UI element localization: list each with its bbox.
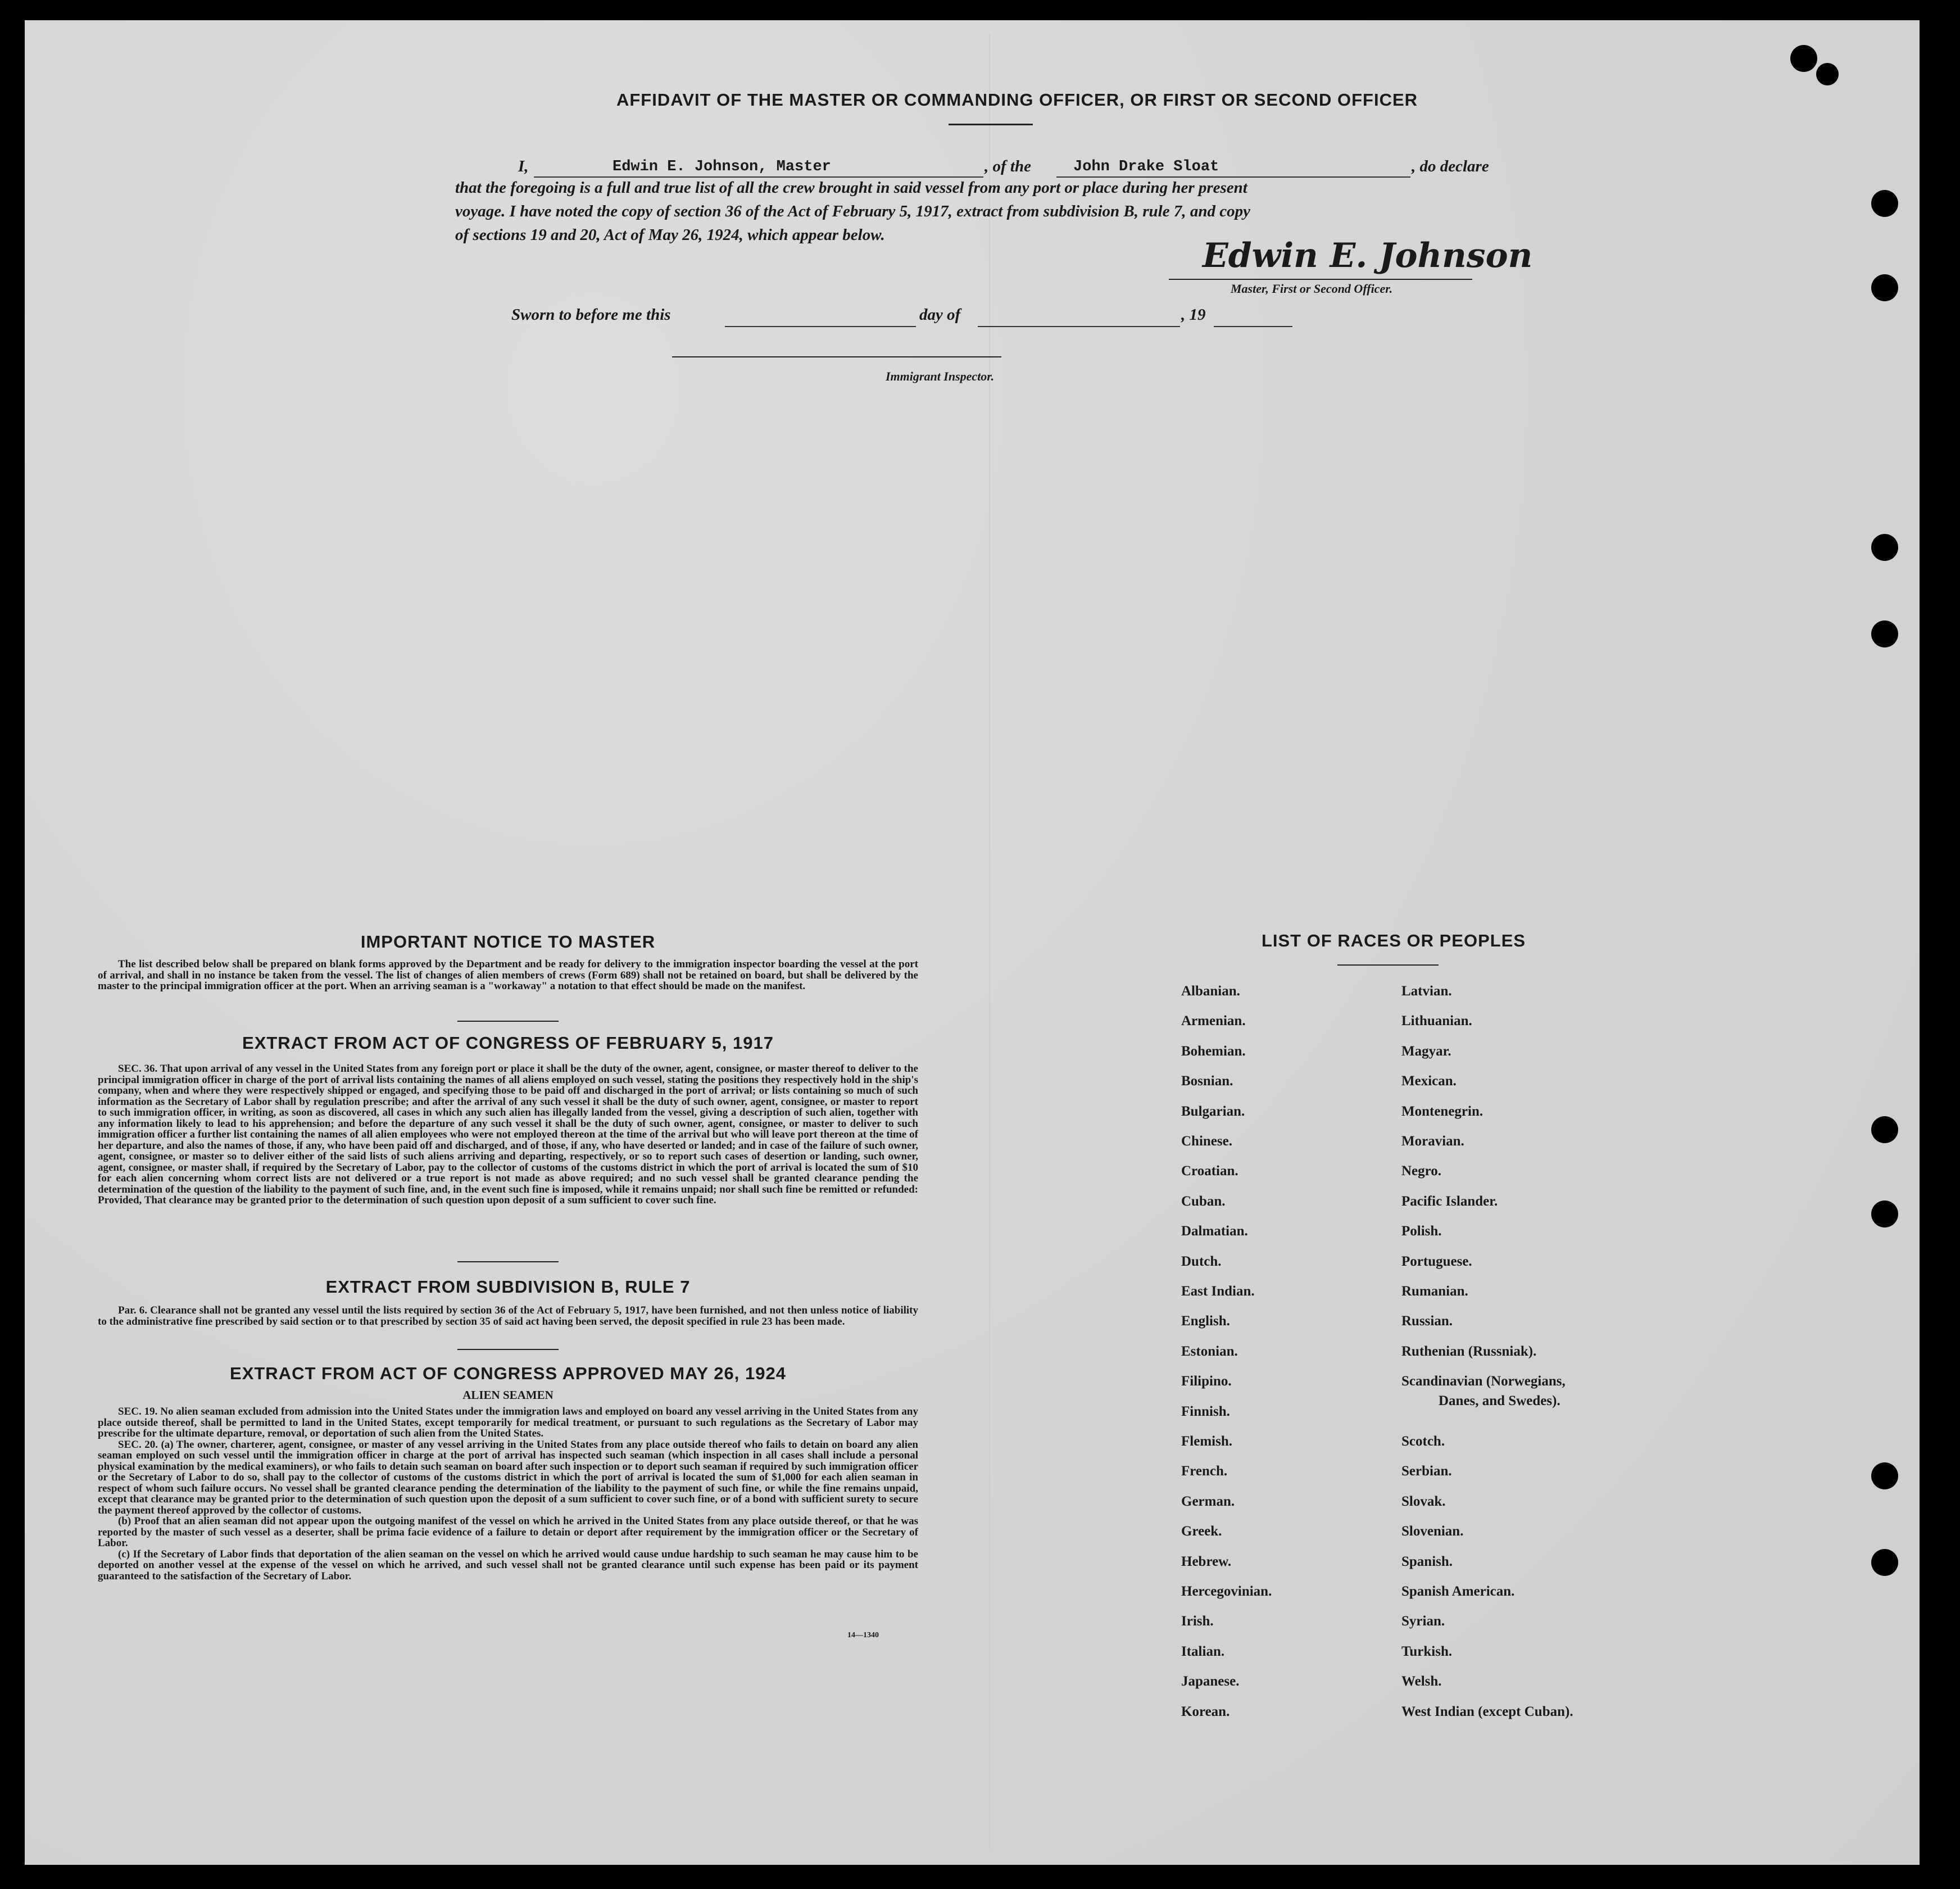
- affidavit-line-3: voyage. I have noted the copy of section 36 of the Act of February 5, 1917, extract from subdivision B, rule 7, and copy: [455, 202, 1250, 220]
- year-label: , 19: [1181, 306, 1206, 324]
- sworn-day-field[interactable]: [725, 308, 916, 327]
- race-item: Finnish.: [1181, 1403, 1230, 1419]
- title-underline: [949, 124, 1033, 125]
- race-item: Scandinavian (Norwegians,: [1401, 1374, 1566, 1389]
- sworn-label: Sworn to before me this: [511, 306, 671, 324]
- extract-1924-title: EXTRACT FROM ACT OF CONGRESS APPROVED MAY 26, 1924: [230, 1363, 786, 1383]
- master-signature: Edwin E. Johnson: [1203, 236, 1533, 275]
- rule7-title: EXTRACT FROM SUBDIVISION B, RULE 7: [325, 1277, 691, 1297]
- races-title-underline: [1337, 964, 1439, 966]
- race-item: Rumanian.: [1401, 1284, 1468, 1299]
- divider: [457, 1261, 559, 1262]
- race-item: Turkish.: [1401, 1643, 1453, 1659]
- race-item: Magyar.: [1401, 1043, 1451, 1059]
- race-item: Bulgarian.: [1181, 1103, 1245, 1119]
- race-item: Polish.: [1401, 1224, 1442, 1239]
- punch-hole-top-2: [1816, 63, 1839, 85]
- race-item: Korean.: [1181, 1704, 1230, 1719]
- race-item: Cuban.: [1181, 1193, 1226, 1209]
- race-item: Bohemian.: [1181, 1043, 1246, 1059]
- race-item: Welsh.: [1401, 1674, 1442, 1689]
- declarant-label: I,: [518, 157, 529, 175]
- race-item: East Indian.: [1181, 1284, 1255, 1299]
- race-item: Mexican.: [1401, 1073, 1457, 1089]
- extract-1917-text: [98, 1063, 918, 1206]
- race-item: West Indian (except Cuban).: [1401, 1704, 1573, 1719]
- race-item: Filipino.: [1181, 1374, 1232, 1389]
- form-number: 14—1340: [847, 1631, 879, 1639]
- race-item: Lithuanian.: [1401, 1013, 1472, 1029]
- punch-hole: [1871, 534, 1898, 561]
- section-20b-paragraph: (b) Proof that an alien seaman did not appear upon the outgoing manifest of the vessel on which he arrived in the United States from any place outside thereof, or that he was reported by the master of such vessel as a deserter, shall be prima facie evidence of a failure to detain or deport after requirement by the immigration officer or the Secretary of Labor.: [98, 1515, 918, 1549]
- fold-line: [989, 34, 990, 1849]
- section-19-paragraph: SEC. 19. No alien seaman excluded from admission into the United States under the immigration laws and employed on board any vessel arriving in the United States from any place outside thereof, shall be permitted to land in the United States, except temporarily for medical treatment, or pursuant to such regulations as the Secretary of Labor may prescribe for the ultimate departure, removal, or deportation of such alien from the United States.: [98, 1406, 918, 1439]
- race-item: Estonian.: [1181, 1343, 1238, 1359]
- race-item: German.: [1181, 1493, 1235, 1509]
- extract-1924-text: [98, 1406, 918, 1582]
- race-item: Italian.: [1181, 1643, 1225, 1659]
- race-item: Slovak.: [1401, 1493, 1446, 1509]
- race-item: Slovenian.: [1401, 1524, 1464, 1539]
- punch-hole: [1871, 274, 1898, 301]
- race-item: Ruthenian (Russniak).: [1401, 1343, 1537, 1359]
- notice-text: [98, 959, 918, 992]
- race-item: Montenegrin.: [1401, 1103, 1483, 1119]
- notice-title: IMPORTANT NOTICE TO MASTER: [360, 932, 656, 952]
- divider: [457, 1349, 559, 1350]
- race-item: Russian.: [1401, 1313, 1453, 1329]
- punch-hole: [1871, 620, 1898, 647]
- race-item: Croatian.: [1181, 1163, 1238, 1179]
- divider: [457, 1021, 559, 1022]
- master-name-field[interactable]: Edwin E. Johnson, Master: [534, 158, 983, 178]
- race-item: Danes, and Swedes).: [1439, 1393, 1560, 1409]
- section-36-paragraph: SEC. 36. That upon arrival of any vessel in the United States from any foreign port or place it shall be the duty of the owner, agent, consignee, or master thereof to deliver to the principal immigration officer in charge of the port of arrival lists containing the names of all aliens employed on such vessel, stating the positions they respectively hold in the ship's company, when and where they were respectively shipped or engaged, and specifying those to be paid off and discharged in the port of arrival; or lists containing so much of such information as the Secretary of Labor shall by regulation prescribe; and after the arrival of any such vessel it shall be the duty of such owner, agent, consignee, or master to report to such immigration officer, in writing, as soon as discovered, all cases in which any such alien has illegally landed from the vessel, giving a description of such alien, together with any information likely to lead to his apprehension; and before the departure of any such vessel it shall be the duty of such owner, agent, consignee, or master to deliver to such immigration officer a further list containing the names of all alien employees who were not employed thereon at the time of the arrival but who will leave port thereon at the time of her departure, and also the names of those, if any, who have been paid off and discharged, and of those, if any, who have deserted or landed; and in case of the failure of such owner, agent, consignee, or master so to deliver either of the said lists of such aliens arriving and departing, respectively, or so to report such cases of desertion or landing, such owner, agent, consignee, or master shall, if required by the Secretary of Labor, pay to the collector of customs of the customs district in which the port of arrival is located the sum of $10 for each alien concerning whom correct lists are not delivered or a true report is not made as above required; and no such vessel shall be granted clearance pending the determination of the question of the liability to the payment of such fine, and, in the event such fine is imposed, while it remains unpaid; nor shall such fine be remitted or refunded: Provided, That clearance may be granted prior to the determination of such question upon deposit of a sum sufficient to cover such fine.: [98, 1063, 918, 1206]
- punch-hole: [1871, 190, 1898, 217]
- par-6-paragraph: Par. 6. Clearance shall not be granted any vessel until the lists required by section 36 of the Act of February 5, 1917, have been furnished, and not then unless notice of liability to the administrative fine prescribed by said section or to that prescribed by section 35 of said act having been served, the deposit specified in rule 23 has been made.: [98, 1304, 918, 1328]
- races-title: LIST OF RACES OR PEOPLES: [1261, 931, 1526, 950]
- inspector-caption: Immigrant Inspector.: [886, 369, 995, 383]
- extract-1917-title: EXTRACT FROM ACT OF CONGRESS OF FEBRUARY 5, 1917: [242, 1033, 774, 1053]
- race-item: Serbian.: [1401, 1464, 1452, 1479]
- race-item: Spanish American.: [1401, 1584, 1515, 1599]
- sworn-year-field[interactable]: [1214, 308, 1292, 327]
- of-the-label: , of the: [984, 157, 1031, 175]
- signature-caption: Master, First or Second Officer.: [1231, 282, 1393, 296]
- affidavit-line-2: that the foregoing is a full and true list of all the crew brought in said vessel from any port or place during her present: [455, 179, 1247, 197]
- race-item: Albanian.: [1181, 984, 1240, 999]
- sworn-month-field[interactable]: [978, 308, 1180, 327]
- race-item: Latvian.: [1401, 984, 1452, 999]
- affidavit-line-4: of sections 19 and 20, Act of May 26, 1924, which appear below.: [455, 226, 885, 244]
- day-of-label: day of: [919, 306, 961, 324]
- race-item: Irish.: [1181, 1614, 1214, 1629]
- rule7-text: [98, 1305, 918, 1327]
- punch-hole: [1871, 1116, 1898, 1143]
- section-20c-paragraph: (c) If the Secretary of Labor finds that deportation of the alien seaman on the vessel on which he arrived would cause undue hardship to such seaman he may cause him to be deported on another vessel at the expense of the vessel on which he arrived, and such vessel shall not be granted clearance until such expense has been paid or its payment guaranteed to the satisfaction of the Secretary of Labor.: [98, 1548, 918, 1582]
- punch-hole: [1871, 1201, 1898, 1227]
- race-item: Hercegovinian.: [1181, 1584, 1272, 1599]
- race-item: Chinese.: [1181, 1134, 1232, 1149]
- punch-hole-top-1: [1790, 45, 1817, 72]
- notice-paragraph: The list described below shall be prepared on blank forms approved by the Department and be ready for delivery to the immigration inspector boarding the vessel at the port of arrival, and shall in no instance be taken from the vessel. The list of changes of alien members of crews (Form 689) shall not be retained on board, but shall be delivered by the master to the principal immigration officer at the port. When an arriving seaman is a "workaway" a notation to that effect should be made on the manifest.: [98, 958, 918, 992]
- race-item: Bosnian.: [1181, 1073, 1233, 1089]
- race-item: Portuguese.: [1401, 1253, 1472, 1269]
- race-item: Dutch.: [1181, 1253, 1222, 1269]
- vessel-name-field[interactable]: John Drake Sloat: [1056, 158, 1410, 178]
- do-declare-label: , do declare: [1412, 157, 1489, 175]
- race-item: Flemish.: [1181, 1434, 1232, 1449]
- race-item: Greek.: [1181, 1524, 1222, 1539]
- race-item: French.: [1181, 1464, 1228, 1479]
- race-item: Armenian.: [1181, 1013, 1246, 1029]
- affidavit-title: AFFIDAVIT OF THE MASTER OR COMMANDING OFFICER, OR FIRST OR SECOND OFFICER: [616, 90, 1418, 110]
- race-item: Scotch.: [1401, 1434, 1445, 1449]
- race-item: Negro.: [1401, 1163, 1442, 1179]
- punch-hole: [1871, 1549, 1898, 1576]
- race-item: Hebrew.: [1181, 1553, 1232, 1569]
- race-item: Spanish.: [1401, 1553, 1453, 1569]
- race-item: Syrian.: [1401, 1614, 1445, 1629]
- section-20a-paragraph: SEC. 20. (a) The owner, charterer, agent, consignee, or master of any vessel arriving in the United States from any place outside thereof who fails to detain on board any alien seaman employed on such vessel until the immigration officer in charge at the port of arrival has inspected such seaman (which inspection in all cases shall include a personal physical examination by the medical examiners), or who fails to detain such seaman on board after such inspection or to deport such seaman if required by such immigration officer or the Secretary of Labor to do so, shall pay to the collector of customs of the customs district in which the port of arrival is located the sum of $1,000 for each alien seaman in respect of whom such failure occurs. No vessel shall be granted clearance pending the determination of the liability to the payment of such fine, or while the fine remains unpaid, except that clearance may be granted prior to the determination of such question upon the deposit of a sum sufficient to cover such fine, or of a bond with sufficient surety to secure the payment thereof approved by the collector of customs.: [98, 1438, 918, 1516]
- punch-hole: [1871, 1462, 1898, 1489]
- race-item: Japanese.: [1181, 1674, 1240, 1689]
- alien-seamen-subtitle: ALIEN SEAMEN: [462, 1388, 553, 1402]
- race-item: Moravian.: [1401, 1134, 1464, 1149]
- race-item: Dalmatian.: [1181, 1224, 1248, 1239]
- race-item: Pacific Islander.: [1401, 1193, 1498, 1209]
- race-item: English.: [1181, 1313, 1230, 1329]
- inspector-signature-line: [672, 356, 1001, 357]
